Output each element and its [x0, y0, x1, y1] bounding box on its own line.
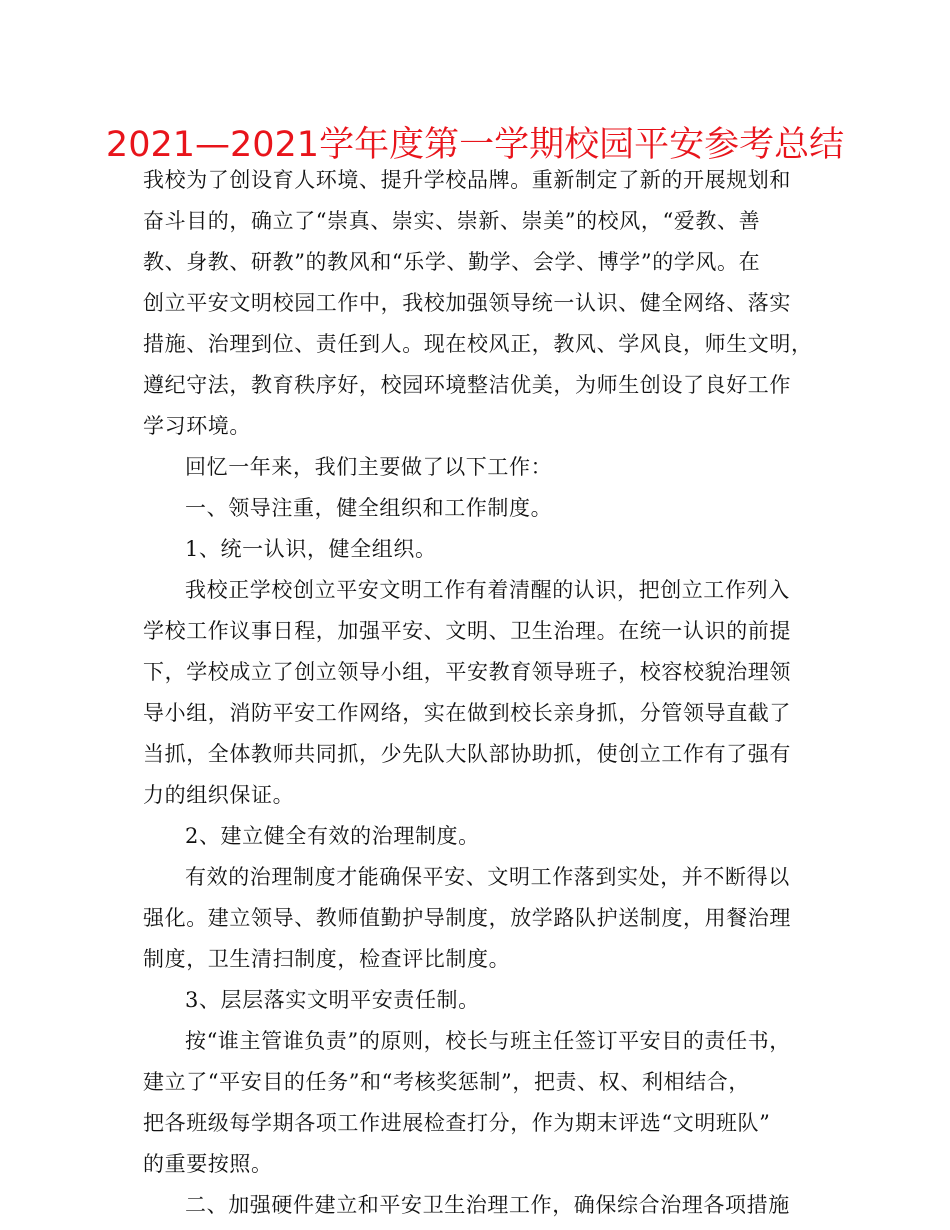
paragraph-line: 创立平安文明校园工作中，我校加强领导统一认识、健全网络、落实	[143, 291, 791, 315]
paragraph-line: 制度，卫生清扫制度，检查评比制度。	[143, 947, 511, 971]
paragraph-line: 当抓，全体教师共同抓，少先队大队部协助抓，使创立工作有了强有	[143, 742, 791, 766]
paragraph-line: 奋斗目的，确立了“崇真、崇实、崇新、崇美”的校风，“爱教、善	[143, 209, 761, 233]
paragraph-line: 回忆一年来，我们主要做了以下工作：	[185, 455, 553, 479]
section-heading: 一、领导注重，健全组织和工作制度。	[185, 496, 553, 520]
paragraph-line: 建立了“平安目的任务”和“考核奖惩制”，把责、权、利相结合，	[143, 1070, 750, 1094]
paragraph-line: 的重要按照。	[143, 1152, 273, 1176]
paragraph-line: 教、身教、研教”的教风和“乐学、勤学、会学、博学”的学风。在	[143, 250, 761, 274]
document-body	[143, 160, 823, 1226]
paragraph-line: 下，学校成立了创立领导小组，平安教育领导班子，校容校貌治理领	[143, 660, 791, 684]
section-heading: 二、加强硬件建立和平安卫生治理工作，确保综合治理各项措施	[185, 1193, 790, 1217]
subsection-heading: 2、建立健全有效的治理制度。	[185, 824, 480, 848]
paragraph-line: 强化。建立领导、教师值勤护导制度，放学路队护送制度，用餐治理	[143, 906, 791, 930]
paragraph-line: 把各班级每学期各项工作进展检查打分，作为期末评选“文明班队”	[143, 1111, 771, 1135]
paragraph-line: 按“谁主管谁负责”的原则，校长与班主任签订平安目的责任书，	[185, 1029, 791, 1053]
paragraph-line: 遵纪守法，教育秩序好，校园环境整洁优美，为师生创设了良好工作	[143, 373, 791, 397]
paragraph-line: 导小组，消防平安工作网络，实在做到校长亲身抓，分管领导直截了	[143, 701, 791, 725]
subsection-heading: 3、层层落实文明平安责任制。	[185, 988, 480, 1012]
document-title: 2021—2021学年度第一学期校园平安参考总结	[105, 125, 845, 165]
subsection-heading: 1、统一认识，健全组织。	[185, 537, 437, 561]
paragraph-line: 措施、治理到位、责任到人。现在校风正，教风、学风良，师生文明，	[143, 332, 813, 356]
paragraph-line: 有效的治理制度才能确保平安、文明工作落到实处，并不断得以	[185, 865, 790, 889]
paragraph-line: 我校为了创设育人环境、提升学校品牌。重新制定了新的开展规划和	[143, 168, 791, 192]
paragraph-line: 学习环境。	[143, 414, 251, 438]
paragraph-line: 力的组织保证。	[143, 783, 295, 807]
paragraph-line: 学校工作议事日程，加强平安、文明、卫生治理。在统一认识的前提	[143, 619, 791, 643]
paragraph-line: 我校正学校创立平安文明工作有着清醒的认识，把创立工作列入	[185, 578, 790, 602]
